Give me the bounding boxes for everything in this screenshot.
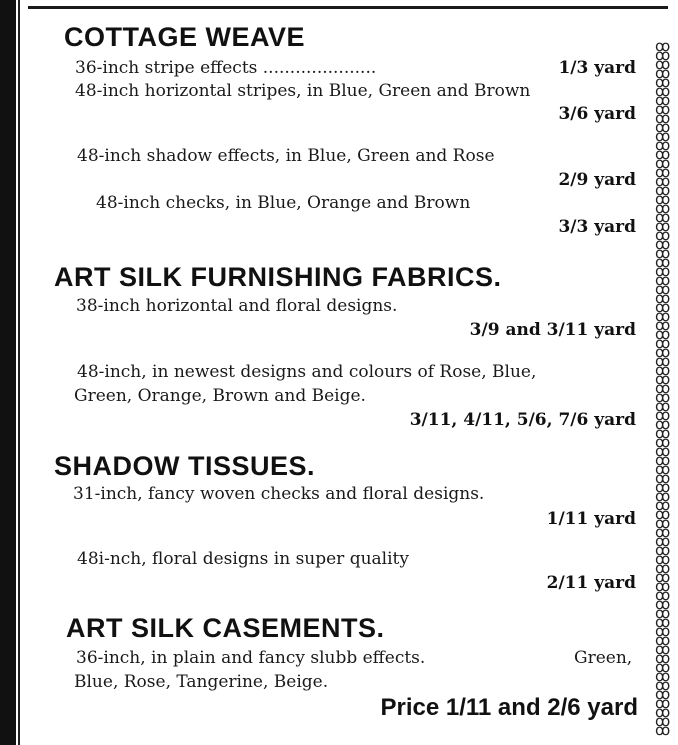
left-border (0, 0, 16, 745)
item-description: 36-inch, in plain and fancy slubb effects. (76, 648, 426, 668)
item-price: 3/9 and 3/11 yard (469, 320, 636, 340)
item-price: 2/9 yard (558, 170, 636, 190)
item-price: 3/6 yard (558, 104, 636, 124)
item-description: Green, Orange, Brown and Beige. (74, 386, 366, 406)
item-description: 48-inch checks, in Blue, Orange and Brown (96, 193, 471, 213)
item-price: 2/11 yard (546, 573, 636, 593)
decorative-chain-border: ꝏꝏꝏꝏꝏꝏꝏꝏꝏꝏꝏꝏꝏꝏꝏꝏꝏꝏꝏꝏꝏꝏꝏꝏꝏꝏꝏꝏꝏꝏꝏꝏꝏꝏꝏꝏꝏꝏꝏꝏꝏꝏꝏꝏꝏꝏꝏꝏꝏꝏꝏꝏꝏꝏꝏꝏꝏꝏꝏꝏꝏꝏꝏꝏꝏꝏꝏꝏꝏꝏꝏꝏꝏꝏꝏꝏꝏ (655, 37, 671, 739)
item-description: 48-inch horizontal stripes, in Blue, Green and Brown (75, 81, 531, 101)
item-price: 3/3 yard (558, 217, 636, 237)
item-description: 48-inch, in newest designs and colours of Rose, Blue, (77, 362, 537, 382)
section-heading-art-silk-casements: ART SILK CASEMENTS. (66, 613, 385, 643)
item-description: 36-inch stripe effects ..................... (75, 58, 377, 78)
section-heading-shadow-tissues: SHADOW TISSUES. (54, 451, 316, 481)
item-description: 48-inch shadow effects, in Blue, Green and Rose (77, 146, 495, 166)
section-heading-cottage-weave: COTTAGE WEAVE (64, 22, 305, 52)
item-price: 3/11, 4/11, 5/6, 7/6 yard (409, 410, 636, 430)
section-heading-art-silk-furnishing: ART SILK FURNISHING FABRICS. (54, 262, 502, 292)
item-description: Green, (574, 648, 633, 668)
item-price: 1/3 yard (558, 58, 636, 78)
item-description: 38-inch horizontal and floral designs. (76, 296, 398, 316)
item-description: Blue, Rose, Tangerine, Beige. (74, 672, 329, 692)
top-rule (28, 6, 668, 9)
item-description: 31-inch, fancy woven checks and floral designs. (73, 484, 485, 504)
casements-price: Price 1/11 and 2/6 yard (380, 694, 638, 721)
item-price: 1/11 yard (546, 509, 636, 529)
item-description: 48i-nch, floral designs in super quality (77, 549, 409, 569)
